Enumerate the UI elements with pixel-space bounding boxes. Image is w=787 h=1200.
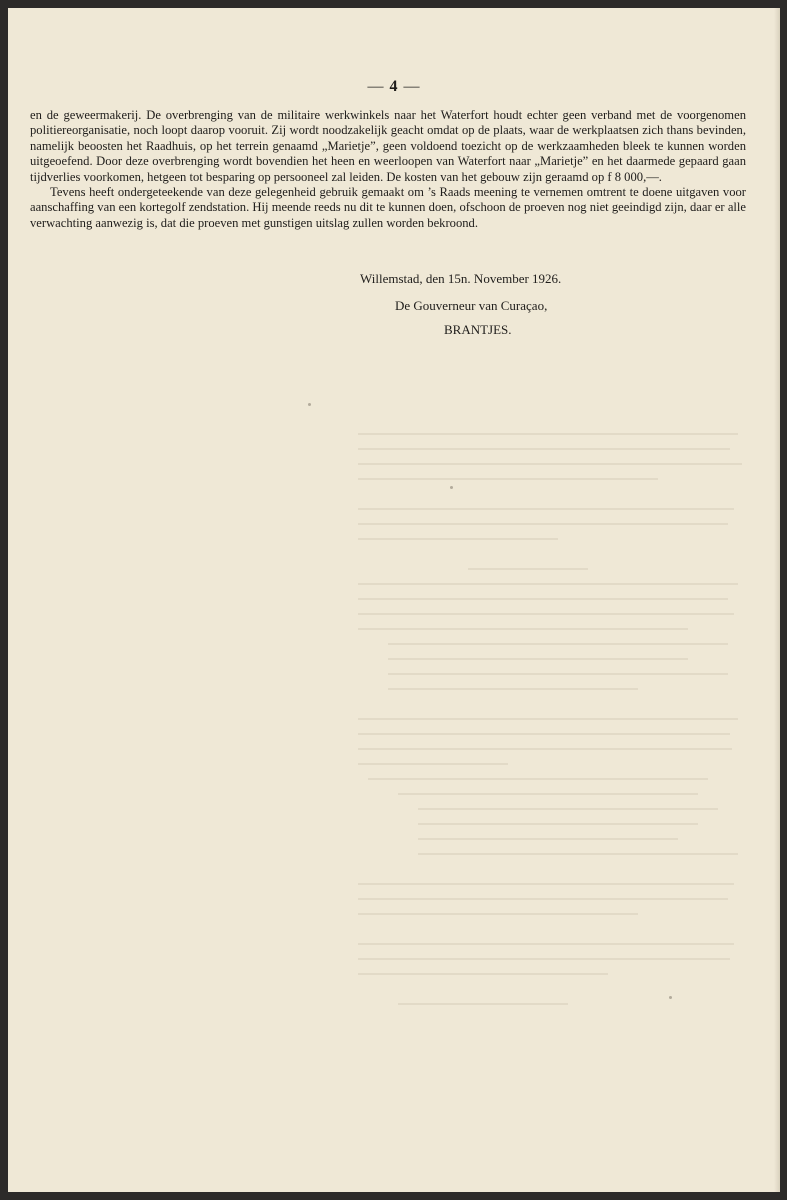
paper-speck [669,996,672,999]
paragraph-2: Tevens heeft ondergeteekende van deze gelegenheid gebruik gemaakt om ’s Raads meening te vernemen omtrent te doene uitgaven voor aanschaffing van een kortegolf zendstation. Hij meende reeds nu dit te kunnen doen, ofschoon de proeven nog niet geeindigd zijn, daar er alle verwachting aanwezig is, dat die proeven met gunstigen uitslag zullen worden bekroond. [30,185,746,230]
page-number-value: 4 [389,78,399,95]
paper-speck [450,486,453,489]
page-edge-shadow [774,8,780,1192]
signature-place-date: Willemstad, den 15n. November 1926. [360,271,562,286]
body-text [30,108,746,231]
page-number: — 4 — [367,78,421,95]
signature-role: De Gouverneur van Curaçao, [395,298,548,313]
paper-speck [308,403,311,406]
bleed-through-lines [358,433,748,1018]
signature-name: BRANTJES. [444,322,512,337]
document-page [8,8,780,1192]
paragraph-1: en de geweermakerij. De overbrenging van de militaire werkwinkels naar het Waterfort houdt echter geen verband met de voorgenomen politiereorganisatie, noch loopt daarop vooruit. Zij wordt noodzakelijk geacht omdat op de plaats, waar de werkplaatsen zich thans bevinden, namelijk beoosten het Raadhuis, op het terrein genaamd „Marietje”, geen voldoend toezicht op de werkzaamheden bleek te kunnen worden uitgeoefend. Door deze overbrenging wordt bovendien het heen en weerloopen van Waterfort naar „Marietje” en het daarmede gepaard gaan tijdverlies voorkomen, hetgeen tot besparing op persooneel zal leiden. De kosten van het gebouw zijn geraamd op f 8 000,—. [30,108,746,184]
